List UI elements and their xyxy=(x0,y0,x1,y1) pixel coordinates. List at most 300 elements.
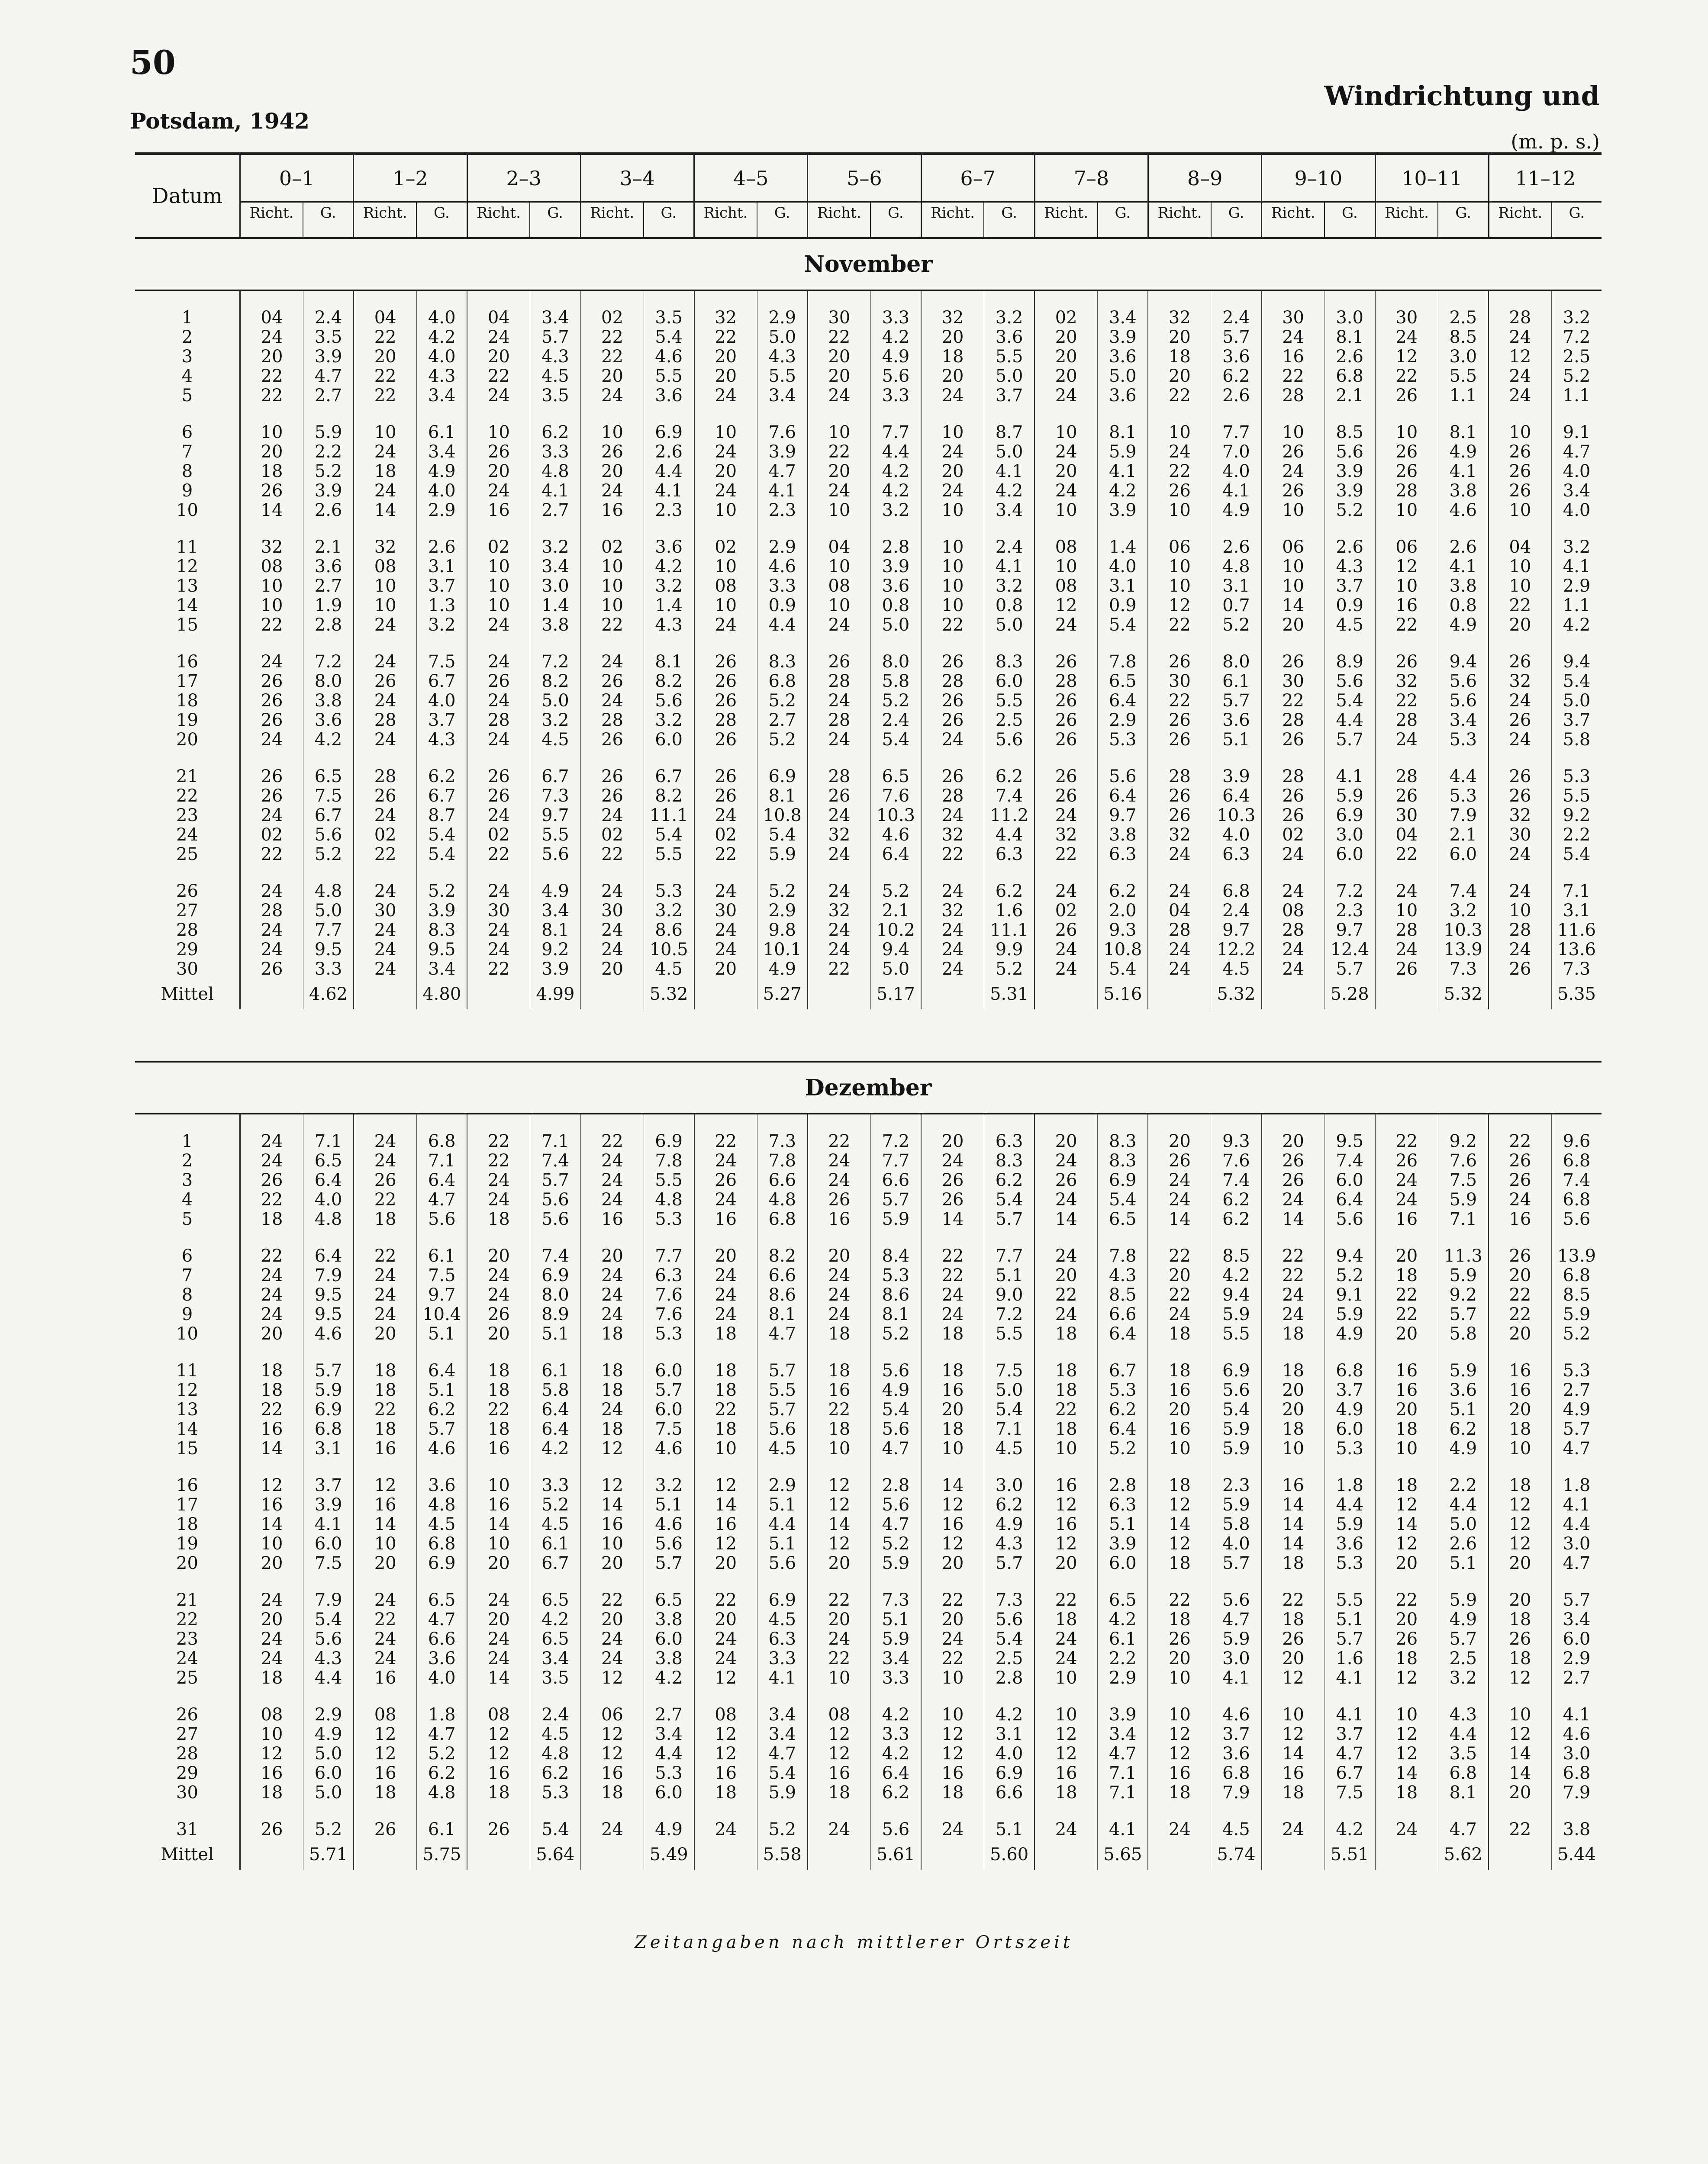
wind-speed: 5.5 xyxy=(1336,1590,1363,1610)
wind-direction: 32 xyxy=(1055,825,1077,845)
day-column xyxy=(135,1114,241,1870)
wind-direction: 26 xyxy=(1168,1629,1191,1649)
wind-direction: 22 xyxy=(601,1590,623,1610)
wind-direction: 24 xyxy=(261,1304,283,1324)
wind-direction: 18 xyxy=(1168,1361,1191,1381)
wind-speed: 4.7 xyxy=(1563,442,1591,462)
wind-direction: 18 xyxy=(487,1209,510,1229)
wind-direction: 12 xyxy=(1395,1534,1418,1554)
wind-direction: 22 xyxy=(715,844,737,864)
wind-direction: 24 xyxy=(487,1285,510,1305)
wind-speed: 5.4 xyxy=(314,1610,342,1629)
wind-speed: 2.1 xyxy=(882,901,910,921)
wind-direction: 22 xyxy=(1168,691,1191,711)
wind-speed: 6.9 xyxy=(655,422,683,442)
wind-direction: 22 xyxy=(1282,1266,1304,1285)
wind-direction: 18 xyxy=(1509,1649,1531,1668)
wind-speed: 6.0 xyxy=(1336,844,1363,864)
wind-direction: 20 xyxy=(1055,347,1077,367)
wind-direction: 20 xyxy=(715,347,737,367)
wind-direction: 12 xyxy=(1395,1495,1418,1515)
wind-speed: 3.9 xyxy=(1109,500,1137,520)
wind-speed: 6.0 xyxy=(995,671,1023,691)
wind-direction: 22 xyxy=(374,366,396,386)
wind-direction: 24 xyxy=(261,652,283,672)
wind-speed: 7.2 xyxy=(541,652,569,672)
wind-direction: 10 xyxy=(374,596,396,615)
day-number: 17 xyxy=(176,671,198,691)
direction-subheader: Richt. xyxy=(1489,203,1552,237)
wind-speed: 9.4 xyxy=(1449,652,1477,672)
wind-direction: 28 xyxy=(1055,671,1077,691)
wind-speed: 4.2 xyxy=(1109,1610,1137,1629)
wind-direction: 20 xyxy=(1395,1610,1418,1629)
wind-speed: 2.7 xyxy=(655,1705,683,1725)
day-number: 22 xyxy=(176,786,198,806)
wind-direction: 22 xyxy=(715,1590,737,1610)
wind-speed: 10.8 xyxy=(763,805,802,825)
wind-direction: 16 xyxy=(487,1763,510,1783)
wind-direction: 32 xyxy=(941,901,964,921)
wind-speed: 5.7 xyxy=(1449,1629,1477,1649)
wind-direction: 12 xyxy=(715,1668,737,1688)
wind-direction: 16 xyxy=(487,500,510,520)
wind-speed: 6.3 xyxy=(1222,844,1250,864)
wind-direction: 16 xyxy=(374,1495,396,1515)
wind-direction: 24 xyxy=(1168,1190,1191,1210)
wind-direction: 14 xyxy=(1282,1534,1304,1554)
wind-direction: 26 xyxy=(1509,461,1531,481)
wind-speed: 6.6 xyxy=(882,1170,910,1190)
wind-direction: 12 xyxy=(601,1439,623,1459)
wind-speed: 5.7 xyxy=(541,1170,569,1190)
wind-direction: 26 xyxy=(1282,1170,1304,1190)
wind-direction: 22 xyxy=(1395,1285,1418,1305)
wind-speed: 9.9 xyxy=(995,940,1023,960)
wind-direction: 22 xyxy=(374,1246,396,1266)
wind-direction: 22 xyxy=(601,327,623,347)
wind-direction: 18 xyxy=(1168,1324,1191,1344)
wind-speed: 5.6 xyxy=(1563,1209,1591,1229)
wind-speed: 4.8 xyxy=(541,461,569,481)
wind-speed: 8.3 xyxy=(1109,1131,1137,1151)
wind-direction: 26 xyxy=(1509,1629,1531,1649)
wind-direction: 24 xyxy=(715,1304,737,1324)
hour-column xyxy=(1148,1114,1262,1870)
wind-speed: 7.3 xyxy=(882,1590,910,1610)
wind-direction: 22 xyxy=(1168,1590,1191,1610)
wind-speed: 5.6 xyxy=(995,730,1023,750)
wind-direction: 12 xyxy=(715,1534,737,1554)
wind-direction: 24 xyxy=(1395,1819,1418,1839)
wind-direction: 32 xyxy=(828,901,851,921)
wind-speed: 4.2 xyxy=(882,1744,910,1764)
wind-speed: 3.7 xyxy=(428,710,456,730)
hour-label: 11–12 xyxy=(1515,166,1576,190)
wind-direction: 22 xyxy=(1395,691,1418,711)
hour-label: 4–5 xyxy=(733,166,769,190)
wind-speed: 4.5 xyxy=(995,1439,1023,1459)
wind-speed: 5.4 xyxy=(655,825,683,845)
wind-direction: 22 xyxy=(374,844,396,864)
wind-speed: 9.7 xyxy=(1336,920,1363,940)
wind-direction: 22 xyxy=(1055,844,1077,864)
hour-label: 3–4 xyxy=(619,166,655,190)
wind-direction: 24 xyxy=(487,481,510,501)
wind-speed: 3.3 xyxy=(882,1668,910,1688)
wind-direction: 26 xyxy=(1282,481,1304,501)
wind-speed: 4.9 xyxy=(882,1380,910,1400)
wind-direction: 10 xyxy=(1168,1668,1191,1688)
wind-direction: 10 xyxy=(1282,422,1304,442)
wind-speed: 5.9 xyxy=(1449,1266,1477,1285)
wind-direction: 22 xyxy=(261,386,283,406)
wind-direction: 24 xyxy=(1509,730,1531,750)
wind-speed: 6.5 xyxy=(314,766,342,786)
wind-speed: 5.3 xyxy=(1109,1380,1137,1400)
wind-direction: 26 xyxy=(715,766,737,786)
wind-direction: 24 xyxy=(828,481,851,501)
wind-direction: 22 xyxy=(828,327,851,347)
wind-direction: 22 xyxy=(1395,366,1418,386)
wind-speed: 2.2 xyxy=(1109,1649,1137,1668)
wind-speed: 5.3 xyxy=(882,1266,910,1285)
wind-direction: 26 xyxy=(1168,786,1191,806)
wind-direction: 12 xyxy=(1395,347,1418,367)
wind-direction: 12 xyxy=(1282,1668,1304,1688)
wind-direction: 12 xyxy=(1509,1514,1531,1534)
wind-direction: 10 xyxy=(941,576,964,596)
wind-direction: 18 xyxy=(941,1361,964,1381)
wind-direction: 22 xyxy=(1509,1285,1531,1305)
direction-subheader: Richt. xyxy=(922,203,985,237)
wind-direction: 20 xyxy=(828,1553,851,1573)
wind-direction: 20 xyxy=(715,461,737,481)
wind-speed: 9.5 xyxy=(428,940,456,960)
direction-subheader: Richt. xyxy=(581,203,644,237)
wind-direction: 18 xyxy=(1395,1266,1418,1285)
wind-speed: 5.4 xyxy=(1563,844,1591,864)
wind-speed: 3.1 xyxy=(1563,901,1591,921)
wind-speed: 8.1 xyxy=(655,652,683,672)
wind-speed: 6.8 xyxy=(1222,1763,1250,1783)
wind-speed: 8.3 xyxy=(995,652,1023,672)
wind-speed: 7.2 xyxy=(1563,327,1591,347)
mean-label: Mittel xyxy=(161,984,214,1004)
wind-direction: 10 xyxy=(601,1534,623,1554)
wind-direction: 24 xyxy=(1282,1304,1304,1324)
hour-header xyxy=(1376,155,1489,237)
wind-speed: 3.6 xyxy=(1222,347,1250,367)
wind-direction: 18 xyxy=(1055,1361,1077,1381)
wind-speed: 6.2 xyxy=(428,1400,456,1420)
wind-direction: 04 xyxy=(261,308,283,328)
wind-speed: 8.2 xyxy=(655,786,683,806)
wind-direction: 20 xyxy=(1395,1553,1418,1573)
wind-speed: 5.3 xyxy=(1109,730,1137,750)
wind-speed: 2.6 xyxy=(1336,347,1363,367)
day-number: 21 xyxy=(176,1590,198,1610)
wind-speed: 1.4 xyxy=(541,596,569,615)
wind-speed: 4.4 xyxy=(995,825,1023,845)
wind-direction: 24 xyxy=(828,1170,851,1190)
wind-direction: 20 xyxy=(1395,1324,1418,1344)
wind-direction: 18 xyxy=(1282,1610,1304,1629)
wind-direction: 28 xyxy=(1282,710,1304,730)
wind-direction: 18 xyxy=(374,1209,396,1229)
wind-direction: 20 xyxy=(715,1553,737,1573)
wind-speed: 3.3 xyxy=(882,1724,910,1744)
wind-speed: 3.2 xyxy=(428,615,456,635)
wind-direction: 18 xyxy=(374,461,396,481)
wind-speed: 5.7 xyxy=(1336,959,1363,979)
wind-speed: 4.4 xyxy=(1449,1495,1477,1515)
wind-speed: 5.9 xyxy=(1449,1361,1477,1381)
wind-direction: 26 xyxy=(487,786,510,806)
wind-speed: 1.8 xyxy=(1563,1475,1591,1495)
wind-direction: 20 xyxy=(828,366,851,386)
wind-speed: 8.0 xyxy=(314,671,342,691)
wind-direction: 24 xyxy=(715,1819,737,1839)
wind-direction: 24 xyxy=(487,730,510,750)
wind-direction: 24 xyxy=(601,386,623,406)
wind-speed: 4.9 xyxy=(1449,615,1477,635)
wind-direction: 26 xyxy=(1055,730,1077,750)
wind-direction: 20 xyxy=(1282,1400,1304,1420)
wind-direction: 28 xyxy=(487,710,510,730)
wind-direction: 20 xyxy=(601,1610,623,1629)
wind-direction: 18 xyxy=(374,1361,396,1381)
wind-direction: 24 xyxy=(374,805,396,825)
wind-table xyxy=(135,152,1602,1883)
wind-speed: 11.1 xyxy=(990,920,1029,940)
wind-speed: 6.0 xyxy=(655,1629,683,1649)
wind-speed: 11.3 xyxy=(1444,1246,1482,1266)
wind-speed: 7.3 xyxy=(541,786,569,806)
wind-speed: 3.2 xyxy=(1449,901,1477,921)
day-number: 25 xyxy=(176,1668,198,1688)
hour-column xyxy=(241,291,354,1009)
wind-direction: 24 xyxy=(487,615,510,635)
wind-speed: 5.4 xyxy=(655,327,683,347)
wind-speed: 5.2 xyxy=(314,1819,342,1839)
wind-speed: 2.6 xyxy=(655,442,683,462)
wind-direction: 24 xyxy=(601,920,623,940)
wind-direction: 18 xyxy=(261,461,283,481)
wind-direction: 12 xyxy=(1168,1724,1191,1744)
wind-speed: 5.2 xyxy=(768,730,796,750)
wind-direction: 14 xyxy=(374,500,396,520)
wind-direction: 12 xyxy=(374,1724,396,1744)
wind-speed: 9.5 xyxy=(314,940,342,960)
wind-direction: 22 xyxy=(261,1246,283,1266)
wind-direction: 26 xyxy=(601,671,623,691)
wind-speed: 5.7 xyxy=(1222,327,1250,347)
wind-direction: 14 xyxy=(261,1514,283,1534)
wind-direction: 14 xyxy=(1395,1763,1418,1783)
wind-speed: 2.1 xyxy=(1449,825,1477,845)
day-number: 20 xyxy=(176,1553,198,1573)
wind-speed: 6.7 xyxy=(314,805,342,825)
wind-speed: 3.8 xyxy=(655,1610,683,1629)
wind-direction: 24 xyxy=(941,481,964,501)
wind-direction: 26 xyxy=(487,442,510,462)
wind-speed: 6.2 xyxy=(1222,1209,1250,1229)
wind-direction: 24 xyxy=(487,1649,510,1668)
speed-subheader: G. xyxy=(887,204,904,222)
wind-speed: 3.3 xyxy=(541,1475,569,1495)
wind-direction: 12 xyxy=(1395,1724,1418,1744)
wind-speed: 7.5 xyxy=(314,1553,342,1573)
wind-speed: 3.7 xyxy=(1563,710,1591,730)
day-number: 26 xyxy=(176,1705,198,1725)
wind-speed: 4.9 xyxy=(1563,1400,1591,1420)
wind-direction: 04 xyxy=(374,308,396,328)
wind-speed: 6.5 xyxy=(541,1590,569,1610)
wind-speed: 5.4 xyxy=(882,730,910,750)
wind-speed: 3.6 xyxy=(995,327,1023,347)
wind-speed: 1.8 xyxy=(428,1705,456,1725)
wind-speed: 3.3 xyxy=(314,959,342,979)
wind-direction: 32 xyxy=(1168,308,1191,328)
wind-direction: 24 xyxy=(715,481,737,501)
month-sections xyxy=(135,239,1602,1883)
wind-speed: 7.8 xyxy=(1109,1246,1137,1266)
wind-speed: 4.2 xyxy=(882,481,910,501)
wind-direction: 20 xyxy=(487,1553,510,1573)
wind-direction: 24 xyxy=(261,1649,283,1668)
wind-direction: 18 xyxy=(1168,1553,1191,1573)
wind-direction: 20 xyxy=(1395,1246,1418,1266)
wind-speed: 3.6 xyxy=(314,557,342,576)
wind-speed: 5.5 xyxy=(655,366,683,386)
wind-speed: 2.8 xyxy=(314,615,342,635)
wind-speed: 7.7 xyxy=(882,1151,910,1171)
wind-direction: 18 xyxy=(1055,1380,1077,1400)
day-number: 16 xyxy=(176,652,198,672)
wind-direction: 32 xyxy=(941,308,964,328)
wind-direction: 12 xyxy=(1055,1495,1077,1515)
wind-direction: 10 xyxy=(1282,500,1304,520)
wind-speed: 4.5 xyxy=(1336,615,1363,635)
wind-direction: 26 xyxy=(1055,766,1077,786)
wind-direction: 12 xyxy=(1168,1744,1191,1764)
mean-label: Mittel xyxy=(161,1845,214,1865)
wind-direction: 22 xyxy=(487,1151,510,1171)
day-number: 31 xyxy=(176,1819,198,1839)
wind-speed: 7.4 xyxy=(1563,1170,1591,1190)
wind-speed: 3.8 xyxy=(314,691,342,711)
wind-speed: 4.5 xyxy=(655,959,683,979)
wind-direction: 02 xyxy=(601,537,623,557)
wind-direction: 24 xyxy=(1055,959,1077,979)
unit-label: (m. p. s.) xyxy=(1511,130,1600,153)
wind-direction: 26 xyxy=(715,691,737,711)
wind-speed: 2.7 xyxy=(768,710,796,730)
wind-direction: 26 xyxy=(1509,1151,1531,1171)
wind-direction: 16 xyxy=(828,1380,851,1400)
wind-speed: 3.8 xyxy=(1563,1819,1591,1839)
wind-direction: 26 xyxy=(1509,710,1531,730)
day-number: 7 xyxy=(181,442,193,462)
wind-direction: 24 xyxy=(941,1304,964,1324)
hour-column xyxy=(581,291,695,1009)
wind-direction: 16 xyxy=(941,1514,964,1534)
wind-speed: 4.0 xyxy=(1109,557,1137,576)
wind-speed: 2.1 xyxy=(314,537,342,557)
wind-speed: 2.0 xyxy=(1109,901,1137,921)
wind-speed: 13.9 xyxy=(1444,940,1482,960)
speed-subheader: G. xyxy=(1001,204,1017,222)
wind-direction: 26 xyxy=(941,1170,964,1190)
wind-speed: 7.3 xyxy=(1449,959,1477,979)
wind-direction: 12 xyxy=(828,1475,851,1495)
wind-direction: 18 xyxy=(1509,1419,1531,1439)
wind-speed: 5.5 xyxy=(1449,366,1477,386)
wind-speed: 6.0 xyxy=(314,1763,342,1783)
wind-direction: 24 xyxy=(487,881,510,901)
wind-direction: 14 xyxy=(941,1475,964,1495)
wind-direction: 26 xyxy=(1168,1151,1191,1171)
wind-speed: 6.8 xyxy=(768,1209,796,1229)
wind-direction: 24 xyxy=(1395,730,1418,750)
wind-speed: 7.5 xyxy=(655,1419,683,1439)
wind-direction: 28 xyxy=(1509,920,1531,940)
wind-speed: 5.2 xyxy=(768,881,796,901)
wind-speed: 5.8 xyxy=(541,1380,569,1400)
wind-direction: 02 xyxy=(487,537,510,557)
wind-speed: 4.5 xyxy=(428,1514,456,1534)
wind-direction: 24 xyxy=(715,1151,737,1171)
wind-speed: 5.2 xyxy=(995,959,1023,979)
wind-speed: 5.3 xyxy=(655,1209,683,1229)
wind-direction: 24 xyxy=(487,1170,510,1190)
day-number: 30 xyxy=(176,959,198,979)
wind-speed: 5.2 xyxy=(541,1495,569,1515)
wind-speed: 2.7 xyxy=(1563,1380,1591,1400)
wind-speed: 6.9 xyxy=(768,766,796,786)
wind-speed: 5.7 xyxy=(882,1190,910,1210)
wind-speed: 5.2 xyxy=(768,691,796,711)
wind-speed: 4.9 xyxy=(1222,500,1250,520)
wind-direction: 24 xyxy=(374,691,396,711)
wind-speed: 5.2 xyxy=(428,881,456,901)
wind-direction: 24 xyxy=(601,1629,623,1649)
wind-direction: 16 xyxy=(1509,1361,1531,1381)
wind-direction: 26 xyxy=(1395,1151,1418,1171)
wind-direction: 24 xyxy=(601,1266,623,1285)
wind-speed: 6.3 xyxy=(768,1629,796,1649)
speed-subheader: G. xyxy=(433,204,450,222)
wind-speed: 7.6 xyxy=(768,422,796,442)
wind-speed: 2.4 xyxy=(1222,901,1250,921)
wind-speed: 2.3 xyxy=(1222,1475,1250,1495)
wind-speed: 7.4 xyxy=(1336,1151,1363,1171)
wind-direction: 24 xyxy=(374,1590,396,1610)
wind-speed: 6.5 xyxy=(1109,1590,1137,1610)
wind-speed: 3.9 xyxy=(314,347,342,367)
wind-speed: 6.2 xyxy=(1222,1190,1250,1210)
wind-direction: 16 xyxy=(1509,1209,1531,1229)
wind-speed: 3.8 xyxy=(1449,576,1477,596)
wind-direction: 24 xyxy=(1055,881,1077,901)
wind-speed: 2.6 xyxy=(314,500,342,520)
wind-direction: 22 xyxy=(374,1190,396,1210)
wind-direction: 10 xyxy=(1509,576,1531,596)
wind-speed: 2.7 xyxy=(314,386,342,406)
wind-speed: 6.4 xyxy=(428,1170,456,1190)
wind-direction: 22 xyxy=(261,366,283,386)
